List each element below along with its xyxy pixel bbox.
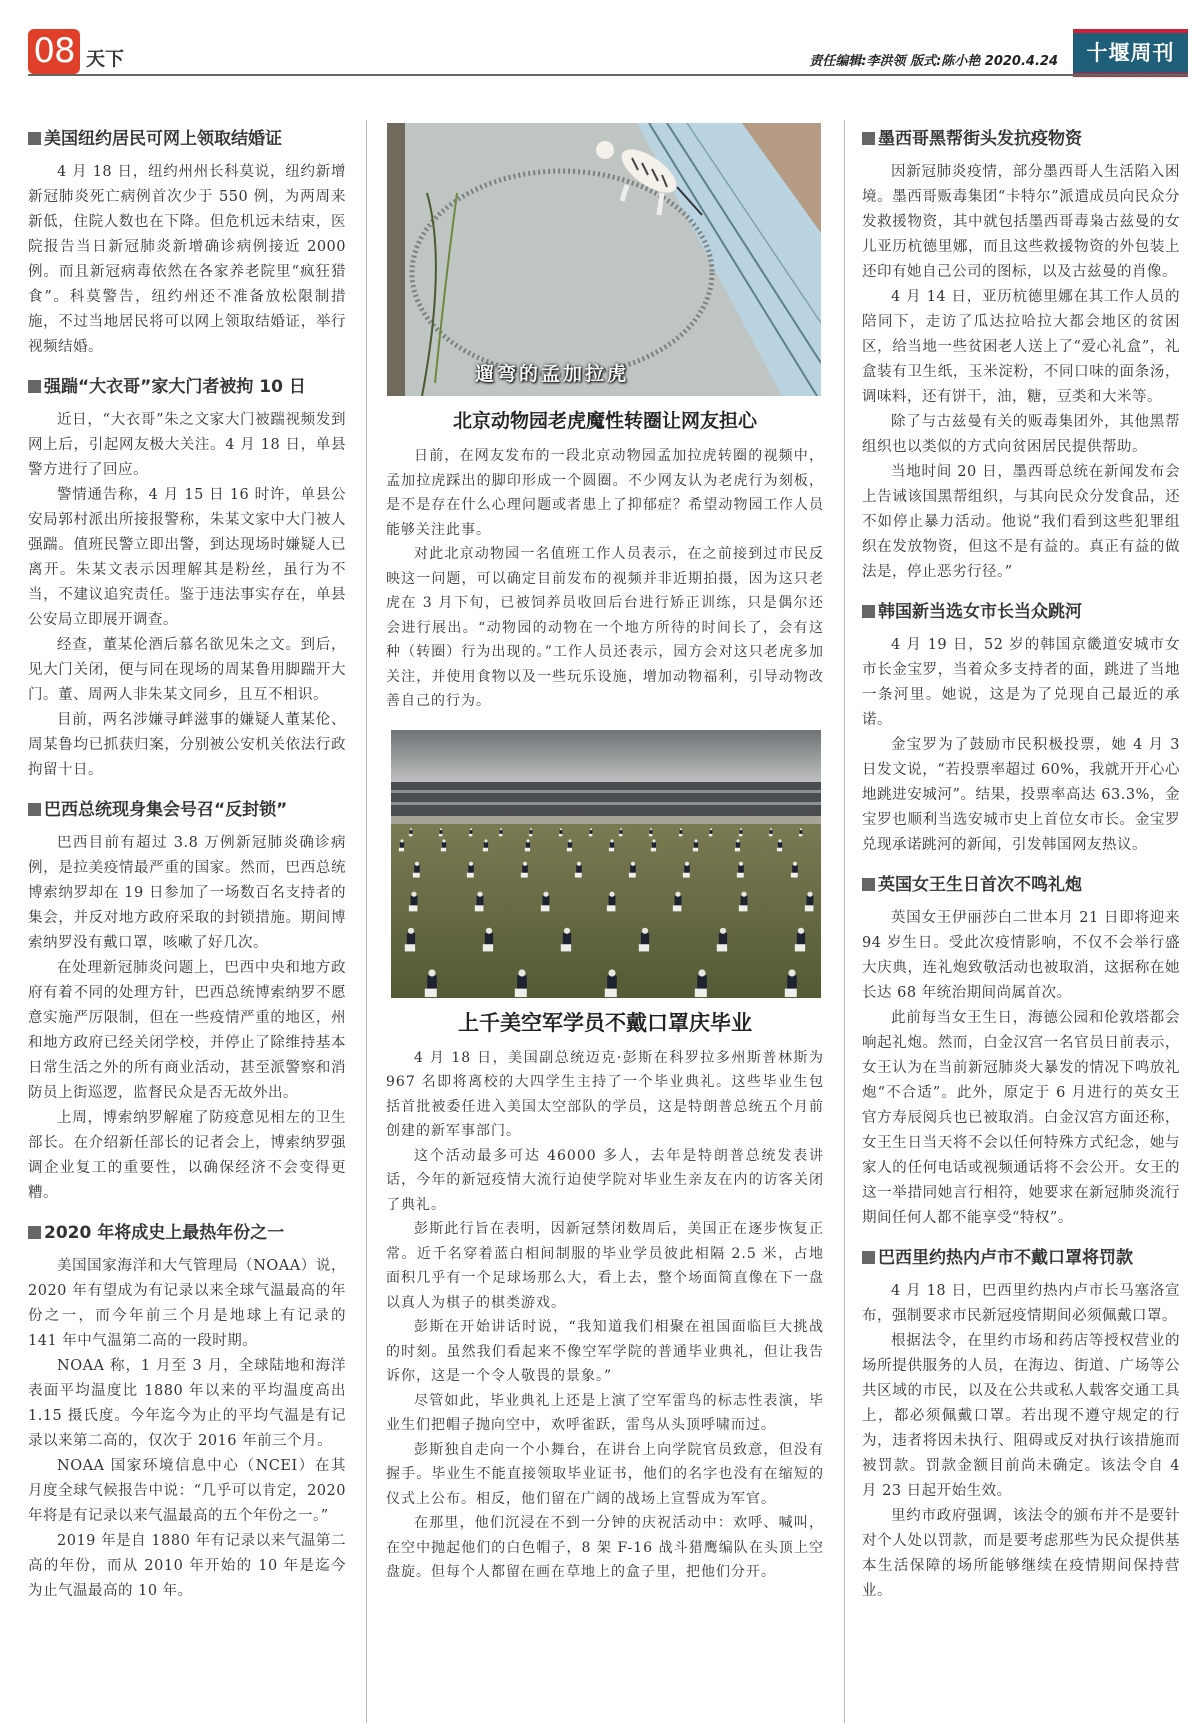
cadets-photo [391,730,821,998]
headline-text: 美国纽约居民可网上领取结婚证 [44,129,282,149]
right-column [862,128,1180,1620]
headline-text: 巴西里约热内卢市不戴口罩将罚款 [878,1248,1133,1268]
page-number-badge: 08 [28,29,80,74]
article-paragraph: 4 月 18 日，巴西里约热内卢市长马塞洛宣布，强制要求市民新冠疫情期间必须佩戴口罩。 [862,1283,1180,1324]
article-paragraph: 上周，博索纳罗解雇了防疫意见相左的卫生部长。在介绍新任部长的记者会上，博索纳罗强调企业复工的重要性，以确保经济不会变得更糟。 [28,1110,346,1201]
article-paragraph: NOAA 称，1 月至 3 月，全球陆地和海洋表面平均温度比 1880 年以来的平均温度高出 1.15 摄氏度。今年迄今为止的平均气温是有记录以来第二高的，仅次于 2016 年前三个月。 [28,1358,346,1449]
editor-credits: 责任编辑:李洪领 版式:陈小艳 2020.4.24 [809,54,1058,69]
article-left-2 [28,799,346,1206]
article-paragraph: 在那里，他们沉浸在不到一分钟的庆祝活动中：欢呼、喊叫，在空中抛起他们的白色帽子，8 架 F-16 战斗猎鹰编队在头顶上空盘旋。但每个人都留在画在草地上的盒子里，把他们分开。 [386,1515,824,1580]
article-paragraph: 近日，“大衣哥”朱之文家大门被踹视频发到网上后，引起网友极大关注。4 月 18 日，单县警方进行了回应。 [28,412,346,478]
article-paragraph: 当地时间 20 日，墨西哥总统在新闻发布会上告诫该国黑帮组织，与其向民众分发食品，还不如停止暴力活动。他说“我们看到这些犯罪组织在发放物资，但这不是有益的。真正有益的做法是，停止恶劣行径。” [862,464,1180,580]
headline-square-icon [28,803,41,816]
headline-square-icon [862,132,875,145]
headline-text: 英国女王生日首次不鸣礼炮 [878,875,1082,895]
article-paragraph: 尽管如此，毕业典礼上还是上演了空军雷鸟的标志性表演，毕业生们把帽子抛向空中，欢呼雀跃，雷鸟从头顶呼啸而过。 [386,1392,824,1433]
article-paragraph: 因新冠肺炎疫情，部分墨西哥人生活陷入困境。墨西哥贩毒集团“卡特尔”派遣成员向民众分发救援物资，其中就包括墨西哥毒枭古兹曼的女儿亚历杭德里娜，而且这些救援物资的外包装上还印有她自己公司的图标，以及古兹曼的肖像。 [862,164,1180,280]
article-headline [862,601,1180,623]
article-right-1 [862,601,1180,858]
article-paragraph: 在处理新冠肺炎问题上，巴西中央和地方政府有着不同的处理方针，巴西总统博索纳罗不愿意实施严厉限制，但在一些疫情严重的地区，州和地方政府已经关闭学校，并停止了除维持基本日常生活之外的所有商业活动，甚至派警察和消防员上街巡逻，监督民众是否无故外出。 [28,960,346,1101]
article-headline: 上千美空军学员不戴口罩庆毕业 [458,1009,752,1035]
headline-text: 强踹“大衣哥”家大门者被拘 10 日 [44,377,306,397]
headline-square-icon [862,1251,875,1264]
article-paragraph: 4 月 19 日，52 岁的韩国京畿道安城市女市长金宝罗，当着众多支持者的面，跳进了当地一条河里。她说，这是为了兑现自己最近的承诺。 [862,637,1180,728]
headline-square-icon [28,380,41,393]
article-paragraph: 英国女王伊丽莎白二世本月 21 日即将迎来 94 岁生日。受此次疫情影响，不仅不会举行盛大庆典，连礼炮致敬活动也被取消，这据称在她长达 68 年统治期间尚属首次。 [862,910,1180,1001]
article-paragraph: 彭斯此行旨在表明，因新冠禁闭数周后，美国正在逐步恢复正常。近千名穿着蓝白相间制服的毕业学员彼此相隔 2.5 米，占地面积几乎有一个足球场那么大，看上去，整个场面简直像在下一盘以真人为棋子的棋类游戏。 [386,1221,824,1311]
header-rule [28,74,1188,76]
section-name: 天下 [86,48,125,70]
article-headline [862,874,1180,896]
article-headline [862,128,1180,150]
article-headline [28,376,346,398]
article-right-0 [862,128,1180,585]
headline-text: 墨西哥黑帮街头发抗疫物资 [878,129,1082,149]
article-paragraph: NOAA 国家环境信息中心（NCEI）在其月度全球气候报告中说：“几乎可以肯定，2020 年将是有记录以来气温最高的五个年份之一。” [28,1458,346,1524]
article-paragraph: 4 月 14 日，亚历杭德里娜在其工作人员的陪同下，走访了瓜达拉哈拉大都会地区的贫困区，给当地一些贫困老人送上了“爱心礼盒”，礼盒装有卫生纸，玉米淀粉，不同口味的面条汤，调味料，还有饼干，油，糖，豆类和大米等。 [862,289,1180,405]
article-headline [28,128,346,150]
article-paragraph: 美国国家海洋和大气管理局（NOAA）说，2020 年有望成为有记录以来全球气温最高的年份之一，而今年前三个月是地球上有记录的 141 年中气温第二高的一段时期。 [28,1258,346,1349]
article-paragraph: 彭斯独自走向一个小舞台，在讲台上向学院官员致意，但没有握手。毕业生不能直接领取毕业证书，他们的名字也没有在缩短的仪式上公布。相反，他们留在广阔的战场上宣誓成为军官。 [386,1441,824,1507]
tiger-photo [387,123,821,396]
column-divider [844,120,845,1723]
article-headline [862,1247,1180,1269]
article-headline: 北京动物园老虎魔性转圈让网友担心 [452,410,757,432]
article-headline [28,1222,346,1244]
cadets-photo-image [391,730,821,998]
headline-text: 韩国新当选女市长当众跳河 [878,602,1082,622]
article-paragraph: 日前，在网友发布的一段北京动物园孟加拉虎转圈的视频中，孟加拉虎踩出的脚印形成一个圆圈。不少网友认为老虎行为刻板，是不是存在什么心理问题或者患上了抑郁症？希望动物园工作人员能够关注此事。 [386,448,824,538]
headline-square-icon [28,132,41,145]
middle-column [386,123,824,1601]
article-left-0 [28,128,346,360]
article-paragraph: 4 月 18 日，纽约州州长科莫说，纽约新增新冠肺炎死亡病例首次少于 550 例，为两周来新低，住院人数也在下降。但危机远未结束，医院报告当日新冠肺炎新增确诊病例接近 2000 例。而且新冠病毒依然在各家养老院里“疯狂猎食”。科莫警告，纽约州还不准备放松限制措施，不过当地居民将可以网上领取结婚证，举行视频结婚。 [28,164,346,355]
article-left-1 [28,376,346,783]
tiger-photo-image [387,123,821,396]
article-paragraph: 对此北京动物园一名值班工作人员表示，在之前接到过市民反映这一问题，可以确定目前发布的视频并非近期拍摄，因为这只老虎在 3 月下旬，已被饲养员收回后台进行矫正训练，只是偶尔还会进行展出。“动物园的动物在一个地方所待的时间长了，会有这种（转圈）行为出现的。”工作人员还表示，园方会对这只老虎多加关注，并使用食物以及一些玩乐设施，增加动物福利，引导动物改善自己的行为。 [386,546,824,709]
article-paragraph: 这个活动最多可达 46000 多人，去年是特朗普总统发表讲话，今年的新冠疫情大流行迫使学院对毕业生亲友在内的访客关闭了典礼。 [386,1147,824,1213]
headline-square-icon [862,878,875,891]
article-paragraph: 目前，两名涉嫌寻衅滋事的嫌疑人董某伦、周某鲁均已抓获归案，分别被公安机关依法行政拘留十日。 [28,712,346,778]
article-paragraph: 彭斯在开始讲话时说，“我知道我们相聚在祖国面临巨大挑战的时刻。虽然我们看起来不像空军学院的普通毕业典礼，但让我告诉你，这是一个令人敬畏的景象。” [386,1319,824,1384]
photo-caption: 遛弯的孟加拉虎 [475,363,630,385]
article-paragraph: 金宝罗为了鼓励市民积极投票，她 4 月 3 日发文说，“若投票率超过 60%，我就开开心心地跳进安城河”。结果，投票率高达 63.3%，金宝罗也顺利当选安城市史上首位女市长。金宝罗兑现承诺跳河的新闻，引发韩国网友热议。 [862,737,1180,853]
headline-text: 巴西总统现身集会号召“反封锁” [44,800,288,820]
column-divider [366,120,367,1723]
article-paragraph: 警情通告称，4 月 15 日 16 时许，单县公安局郭村派出所接报警称，朱某文家中大门被人强踹。值班民警立即出警，到达现场时嫌疑人已离开。朱某文表示因理解其是粉丝，虽行为不当，不建议追究责任。鉴于违法事实存在，单县公安局立即展开调查。 [28,487,346,628]
article-paragraph: 里约市政府强调，该法令的颁布并不是要针对个人处以罚款，而是要考虑那些为民众提供基本生活保障的场所能够继续在疫情期间保持营业。 [862,1508,1180,1599]
headline-square-icon [28,1226,41,1239]
headline-text: 2020 年将成史上最热年份之一 [44,1223,285,1243]
article-right-2 [862,874,1180,1231]
newspaper-logo: 十堰周刊 [1073,29,1188,77]
article-paragraph: 巴西目前有超过 3.8 万例新冠肺炎确诊病例，是拉美疫情最严重的国家。然而，巴西总统博索纳罗却在 19 日参加了一场数百名支持者的集会，并反对地方政府采取的封锁措施。期间博索纳罗没有戴口罩，咳嗽了好几次。 [28,835,346,951]
article-middle-0 [386,408,824,714]
left-column [28,128,346,1620]
article-paragraph: 经查，董某伦酒后慕名欲见朱之文。到后，见大门关闭，便与同在现场的周某鲁用脚踹开大门。董、周两人非朱某文同乡，且互不相识。 [28,637,346,703]
headline-square-icon [862,605,875,618]
article-paragraph: 2019 年是自 1880 年有记录以来气温第二高的年份，而从 2010 年开始的 10 年是迄今为止气温最高的 10 年。 [28,1533,346,1599]
article-paragraph: 此前每当女王生日，海德公园和伦敦塔都会响起礼炮。然而，白金汉宫一名官员日前表示，女王认为在当前新冠肺炎大暴发的情况下鸣放礼炮“不合适”。此外，原定于 6 月进行的英女王官方寿辰阅兵也已被取消。白金汉宫方面还称，女王生日当天将不会以任何特殊方式纪念，她与家人的任何电话或视频通话将不会公开。女王的这一举措同她言行相符，她要求在新冠肺炎流行期间任何人都不能享受“特权”。 [862,1010,1180,1226]
article-left-3 [28,1222,346,1604]
article-paragraph: 4 月 18 日，美国副总统迈克·彭斯在科罗拉多州斯普林斯为 967 名即将离校的大四学生主持了一个毕业典礼。这些毕业生包括首批被委任进入美国太空部队的学员，这是特朗普总统五个月前创建的新军事部门。 [386,1049,824,1139]
article-middle-1 [386,1010,824,1585]
article-right-3 [862,1247,1180,1604]
article-paragraph: 根据法令，在里约市场和药店等授权营业的场所提供服务的人员，在海边、街道、广场等公共区域的市民，以及在公共或私人载客交通工具上，都必须佩戴口罩。若出现不遵守规定的行为，违者将因未执行、阻碍或反对执行该措施而被罚款。罚款金额目前尚未确定。该法令自 4 月 23 日起开始生效。 [862,1333,1180,1499]
article-headline [28,799,346,821]
article-paragraph: 除了与古兹曼有关的贩毒集团外，其他黑帮组织也以类似的方式向贫困居民提供帮助。 [862,414,1180,455]
